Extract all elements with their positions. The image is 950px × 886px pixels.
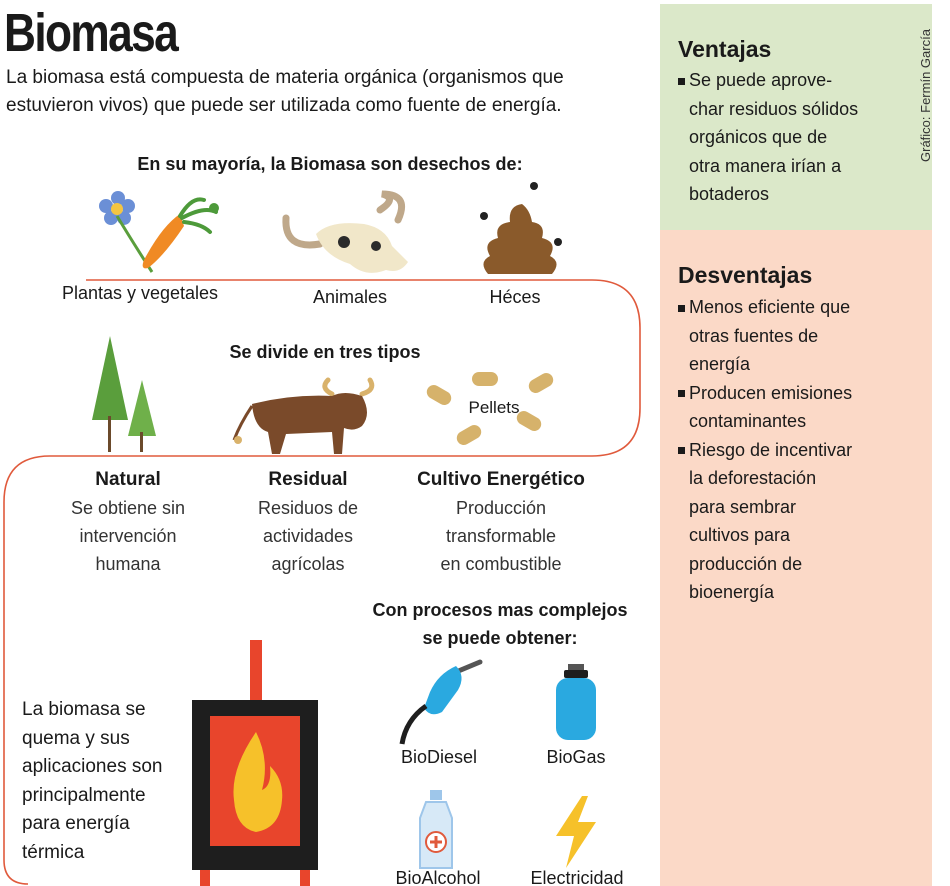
bullet-line: bioenergía bbox=[689, 582, 775, 602]
quema-line: para energía bbox=[22, 813, 130, 834]
tipo-desc-residual-2: actividades bbox=[262, 526, 354, 546]
tipo-name-cultivo: Cultivo Energético bbox=[417, 469, 585, 490]
tipo-desc-residual-1: Residuos de bbox=[257, 498, 359, 518]
bullet-line: Riesgo de incentivar bbox=[689, 439, 853, 460]
pellets-label: Pellets bbox=[468, 398, 520, 417]
tipo-desc-cultivo-3: en combustible bbox=[440, 554, 562, 574]
tipo-desc-residual-3: agrícolas bbox=[271, 554, 345, 574]
tipo-desc-natural-3: humana bbox=[95, 554, 161, 574]
feces-icon bbox=[474, 176, 570, 280]
plant-vegetable-icon bbox=[92, 186, 232, 276]
page-title: Biomasa bbox=[4, 3, 178, 63]
tipo-desc-cultivo-2: transformable bbox=[445, 526, 557, 546]
intro-line-1: La biomasa está compuesta de materia orgánica (organismos que bbox=[6, 67, 564, 88]
animal-skull-icon bbox=[280, 190, 420, 280]
desventajas-bullet bbox=[678, 293, 852, 607]
desventajas-panel bbox=[660, 230, 932, 886]
intro-line-2: estuvieron vivos) que puede ser utilizada como fuente de energía. bbox=[6, 95, 562, 116]
credit-text: Gráfico: Fermín García bbox=[918, 29, 933, 162]
desechos-heading: En su mayoría, la Biomasa son desechos de: bbox=[137, 154, 523, 174]
lightning-bolt-icon bbox=[552, 796, 600, 868]
quema-line: quema y sus bbox=[22, 727, 130, 749]
tipo-desc-cultivo-1: Producción bbox=[455, 498, 547, 518]
tipo-name-residual: Residual bbox=[268, 469, 348, 490]
bullet-line: otras fuentes de bbox=[689, 325, 819, 346]
tipo-desc-natural-2: intervención bbox=[79, 526, 177, 546]
desecho-label-heces: Héces bbox=[489, 287, 541, 307]
ventajas-bullet bbox=[678, 66, 858, 209]
quema-line: térmica bbox=[22, 841, 85, 863]
bullet-line: Producen emisiones bbox=[689, 382, 853, 403]
quema-line: La biomasa se bbox=[22, 699, 146, 720]
quema-line: aplicaciones son bbox=[22, 756, 163, 777]
producto-label-electricidad: Electricidad bbox=[530, 868, 624, 886]
tree-icon bbox=[90, 336, 160, 456]
bullet-line: producción de bbox=[689, 553, 803, 574]
bullet-square-icon bbox=[678, 305, 685, 312]
bullet-line: energía bbox=[689, 354, 751, 374]
bullet-line: botaderos bbox=[689, 184, 770, 204]
credit bbox=[918, 4, 940, 164]
desventajas-heading: Desventajas bbox=[678, 262, 813, 288]
desecho-label-plantas: Plantas y vegetales bbox=[61, 283, 219, 303]
producto-label-biodiesel: BioDiesel bbox=[400, 747, 478, 767]
bullet-line: Menos eficiente que bbox=[689, 297, 851, 317]
bullet-line: contaminantes bbox=[689, 411, 807, 431]
ventajas-heading: Ventajas bbox=[678, 36, 772, 62]
quema-text bbox=[22, 696, 162, 867]
desecho-label-animales: Animales bbox=[312, 287, 388, 307]
bullet-square-icon bbox=[678, 447, 685, 454]
procesos-heading-1: Con procesos mas complejos bbox=[372, 600, 628, 620]
bullet-square-icon bbox=[678, 78, 685, 85]
bullet-line: char residuos sólidos bbox=[689, 98, 859, 119]
bullet-line: Se puede aprove- bbox=[689, 70, 833, 90]
quema-line: principalmente bbox=[22, 784, 146, 806]
bullet-line: para sembrar bbox=[689, 496, 797, 517]
gas-cylinder-icon bbox=[554, 664, 598, 744]
tipo-name-natural: Natural bbox=[95, 469, 161, 490]
stove-fire-icon bbox=[190, 640, 320, 886]
producto-label-biogas: BioGas bbox=[546, 747, 606, 767]
bullet-line: otra manera irían a bbox=[689, 155, 842, 176]
bullet-line: cultivos para bbox=[689, 525, 791, 545]
ventajas-panel bbox=[660, 4, 932, 230]
bullet-square-icon bbox=[678, 390, 685, 397]
bullet-line: orgánicos que de bbox=[689, 127, 828, 147]
producto-label-bioalcohol: BioAlcohol bbox=[395, 868, 481, 886]
alcohol-bottle-icon bbox=[416, 790, 456, 870]
procesos-heading-2: se puede obtener: bbox=[422, 628, 578, 648]
bullet-line: la deforestación bbox=[689, 468, 817, 488]
bull-icon bbox=[232, 374, 382, 458]
fuel-nozzle-icon bbox=[396, 656, 488, 746]
tipo-desc-natural-1: Se obtiene sin bbox=[70, 498, 186, 518]
tipos-heading: Se divide en tres tipos bbox=[229, 342, 421, 362]
